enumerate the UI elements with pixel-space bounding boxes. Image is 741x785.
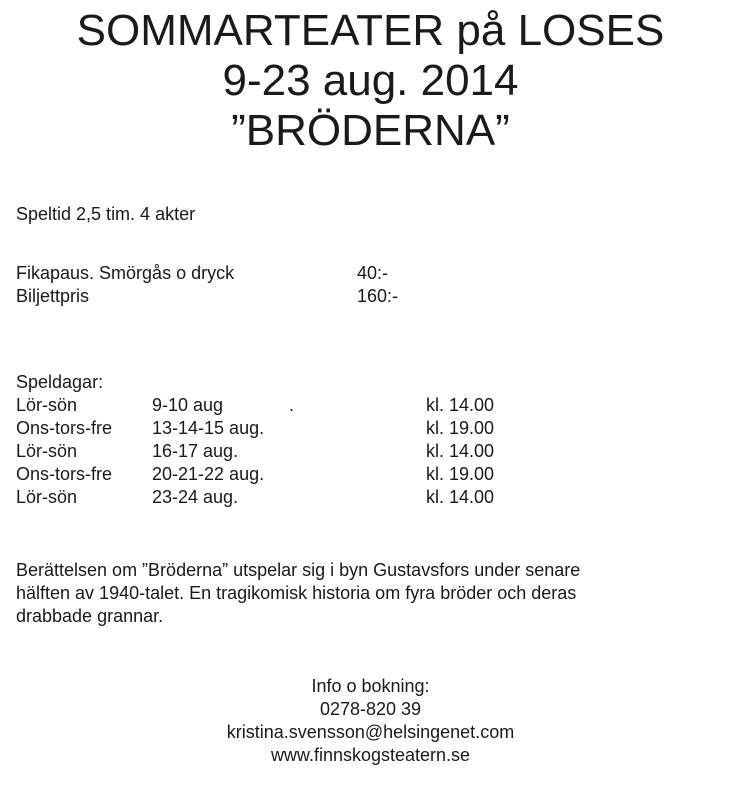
schedule-dates: 16-17 aug.	[152, 441, 239, 461]
price-value: 160:-	[357, 286, 399, 306]
price-value: 40:-	[357, 263, 389, 283]
schedule-mark: .	[289, 395, 295, 415]
title-line-3: ”BRÖDERNA”	[231, 106, 510, 155]
schedule-time: kl. 19.00	[426, 464, 495, 484]
schedule-time: kl. 19.00	[426, 418, 495, 438]
phone-number: 0278-820 39	[319, 699, 422, 719]
schedule-dates: 23-24 aug.	[152, 487, 239, 507]
speldagar-heading: Speldagar:	[16, 372, 104, 392]
schedule-dates: 20-21-22 aug.	[152, 464, 265, 484]
story-paragraph	[16, 559, 738, 628]
schedule-time: kl. 14.00	[426, 395, 495, 415]
story-line: Berättelsen om ”Bröderna” utspelar sig i byn Gustavsfors under senare	[16, 560, 581, 580]
booking-info	[0, 675, 741, 767]
website-url: www.finnskogsteatern.se	[270, 745, 471, 765]
price-label: Biljettpris	[16, 286, 90, 306]
story-line: hälften av 1940-talet. En tragikomisk historia om fyra bröder och deras	[16, 583, 577, 603]
schedule-days: Lör-sön	[16, 487, 78, 507]
poster-title	[0, 6, 741, 156]
speltid-text: Speltid 2,5 tim. 4 akter	[16, 204, 196, 224]
schedule-dates: 13-14-15 aug.	[152, 418, 265, 438]
price-label: Fikapaus. Smörgås o dryck	[16, 263, 235, 283]
story-line: drabbade grannar.	[16, 606, 164, 626]
schedule-dates: 9-10 aug	[152, 395, 224, 415]
schedule-days: Lör-sön	[16, 395, 78, 415]
schedule-days: Lör-sön	[16, 441, 78, 461]
email-address: kristina.svensson@helsingenet.com	[226, 722, 515, 742]
schedule-days: Ons-tors-fre	[16, 418, 113, 438]
info-heading: Info o bokning:	[311, 676, 430, 696]
title-line-1: SOMMARTEATER på LOSES	[76, 6, 665, 55]
schedule-time: kl. 14.00	[426, 487, 495, 507]
schedule-days: Ons-tors-fre	[16, 464, 113, 484]
schedule-time: kl. 14.00	[426, 441, 495, 461]
title-line-2: 9-23 aug. 2014	[222, 56, 519, 105]
